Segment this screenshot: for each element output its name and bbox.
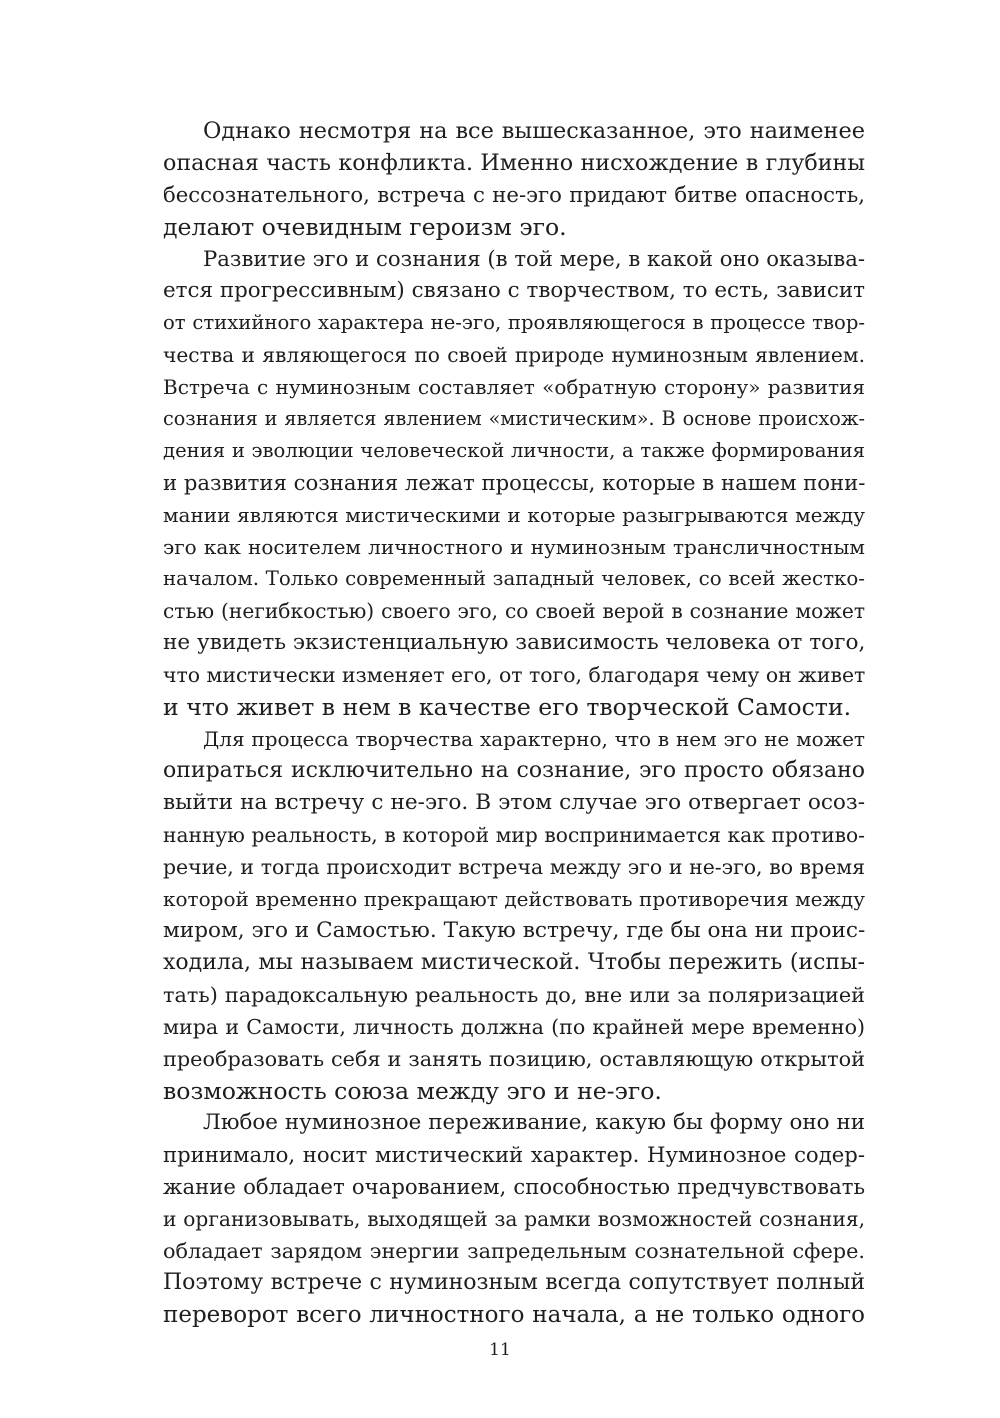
text-line: и что живет в нем в качестве его творческой Самости.	[163, 693, 852, 721]
page-number: 11	[489, 1340, 511, 1360]
text-line: принимало, носит мистический характер. Нуминозное содер-	[163, 1142, 865, 1167]
text-line: речие, и тогда происходит встреча между эго и не-эго, во время	[163, 855, 865, 879]
text-line: миром, эго и Самостью. Такую встречу, где бы она ни проис-	[163, 918, 866, 943]
text-line: опираться исключительно на сознание, эго просто обязано	[163, 758, 865, 783]
text-line: тать) парадоксальную реальность до, вне или за поляризацией	[163, 983, 865, 1007]
text-line: и развития сознания лежат процессы, которые в нашем пони-	[163, 470, 866, 495]
text-line: от стихийного характера не-эго, проявляющегося в процессе твор-	[163, 311, 865, 334]
text-line: Развитие эго и сознания (в той мере, в какой оно оказыва-	[203, 246, 865, 271]
text-line: сознания и является явлением «мистическим». В основе происхож-	[163, 407, 865, 430]
text-line: бессознательного, встреча с не-эго придают битве опасность,	[163, 182, 865, 207]
text-line: обладает зарядом энергии запредельным сознательной сфере.	[163, 1239, 865, 1263]
text-line: чества и являющегося по своей природе нуминозным явлением.	[163, 343, 865, 367]
text-line: Для процесса творчества характерно, что в нем эго не может	[203, 727, 865, 751]
text-line: эго как носителем личностного и нуминозным трансличностным	[163, 535, 865, 559]
text-line: мании являются мистическими и которые разыгрываются между	[163, 503, 865, 527]
text-line: которой временно прекращают действовать противоречия между	[163, 887, 865, 911]
text-line: переворот всего личностного начала, а не только одного	[163, 1302, 865, 1328]
text-line: возможность союза между эго и не-эго.	[163, 1077, 662, 1105]
text-line: началом. Только современный западный человек, со всей жестко-	[163, 567, 865, 590]
text-line: нанную реальность, в которой мир воспринимается как противо-	[163, 823, 865, 847]
text-line: Однако несмотря на все вышесказанное, это наименее	[203, 118, 865, 144]
text-line: опасная часть конфликта. Именно нисхождение в глубины	[163, 150, 865, 176]
text-line: ходила, мы называем мистической. Чтобы пережить (испы-	[163, 950, 865, 975]
body-text	[163, 115, 865, 1331]
text-line: мира и Самости, личность должна (по крайней мере временно)	[163, 1015, 865, 1039]
text-line: и организовывать, выходящей за рамки возможностей сознания,	[163, 1207, 865, 1231]
text-line: дения и эволюции человеческой личности, а также формирования	[163, 439, 865, 462]
text-line: ется прогрессивным) связано с творчеством, то есть, зависит	[163, 278, 865, 303]
text-line: делают очевидным героизм эго.	[163, 213, 567, 241]
text-line: не увидеть экзистенциальную зависимость человека от того,	[163, 630, 866, 655]
text-line: преобразовать себя и занять позицию, оставляющую открытой	[163, 1047, 865, 1071]
text-line: жание обладает очарованием, способностью предчувствовать	[163, 1174, 865, 1199]
text-line: Встреча с нуминозным составляет «обратную сторону» развития	[163, 375, 865, 399]
text-line: стью (негибкостью) своего эго, со своей верой в сознание может	[163, 599, 865, 623]
text-line: Любое нуминозное переживание, какую бы форму оно ни	[203, 1110, 865, 1135]
text-line: выйти на встречу с не-эго. В этом случае эго отвергает осоз-	[163, 790, 865, 815]
text-line: что мистически изменяет его, от того, благодаря чему он живет	[163, 663, 866, 687]
text-line: Поэтому встрече с нуминозным всегда сопутствует полный	[163, 1270, 865, 1295]
